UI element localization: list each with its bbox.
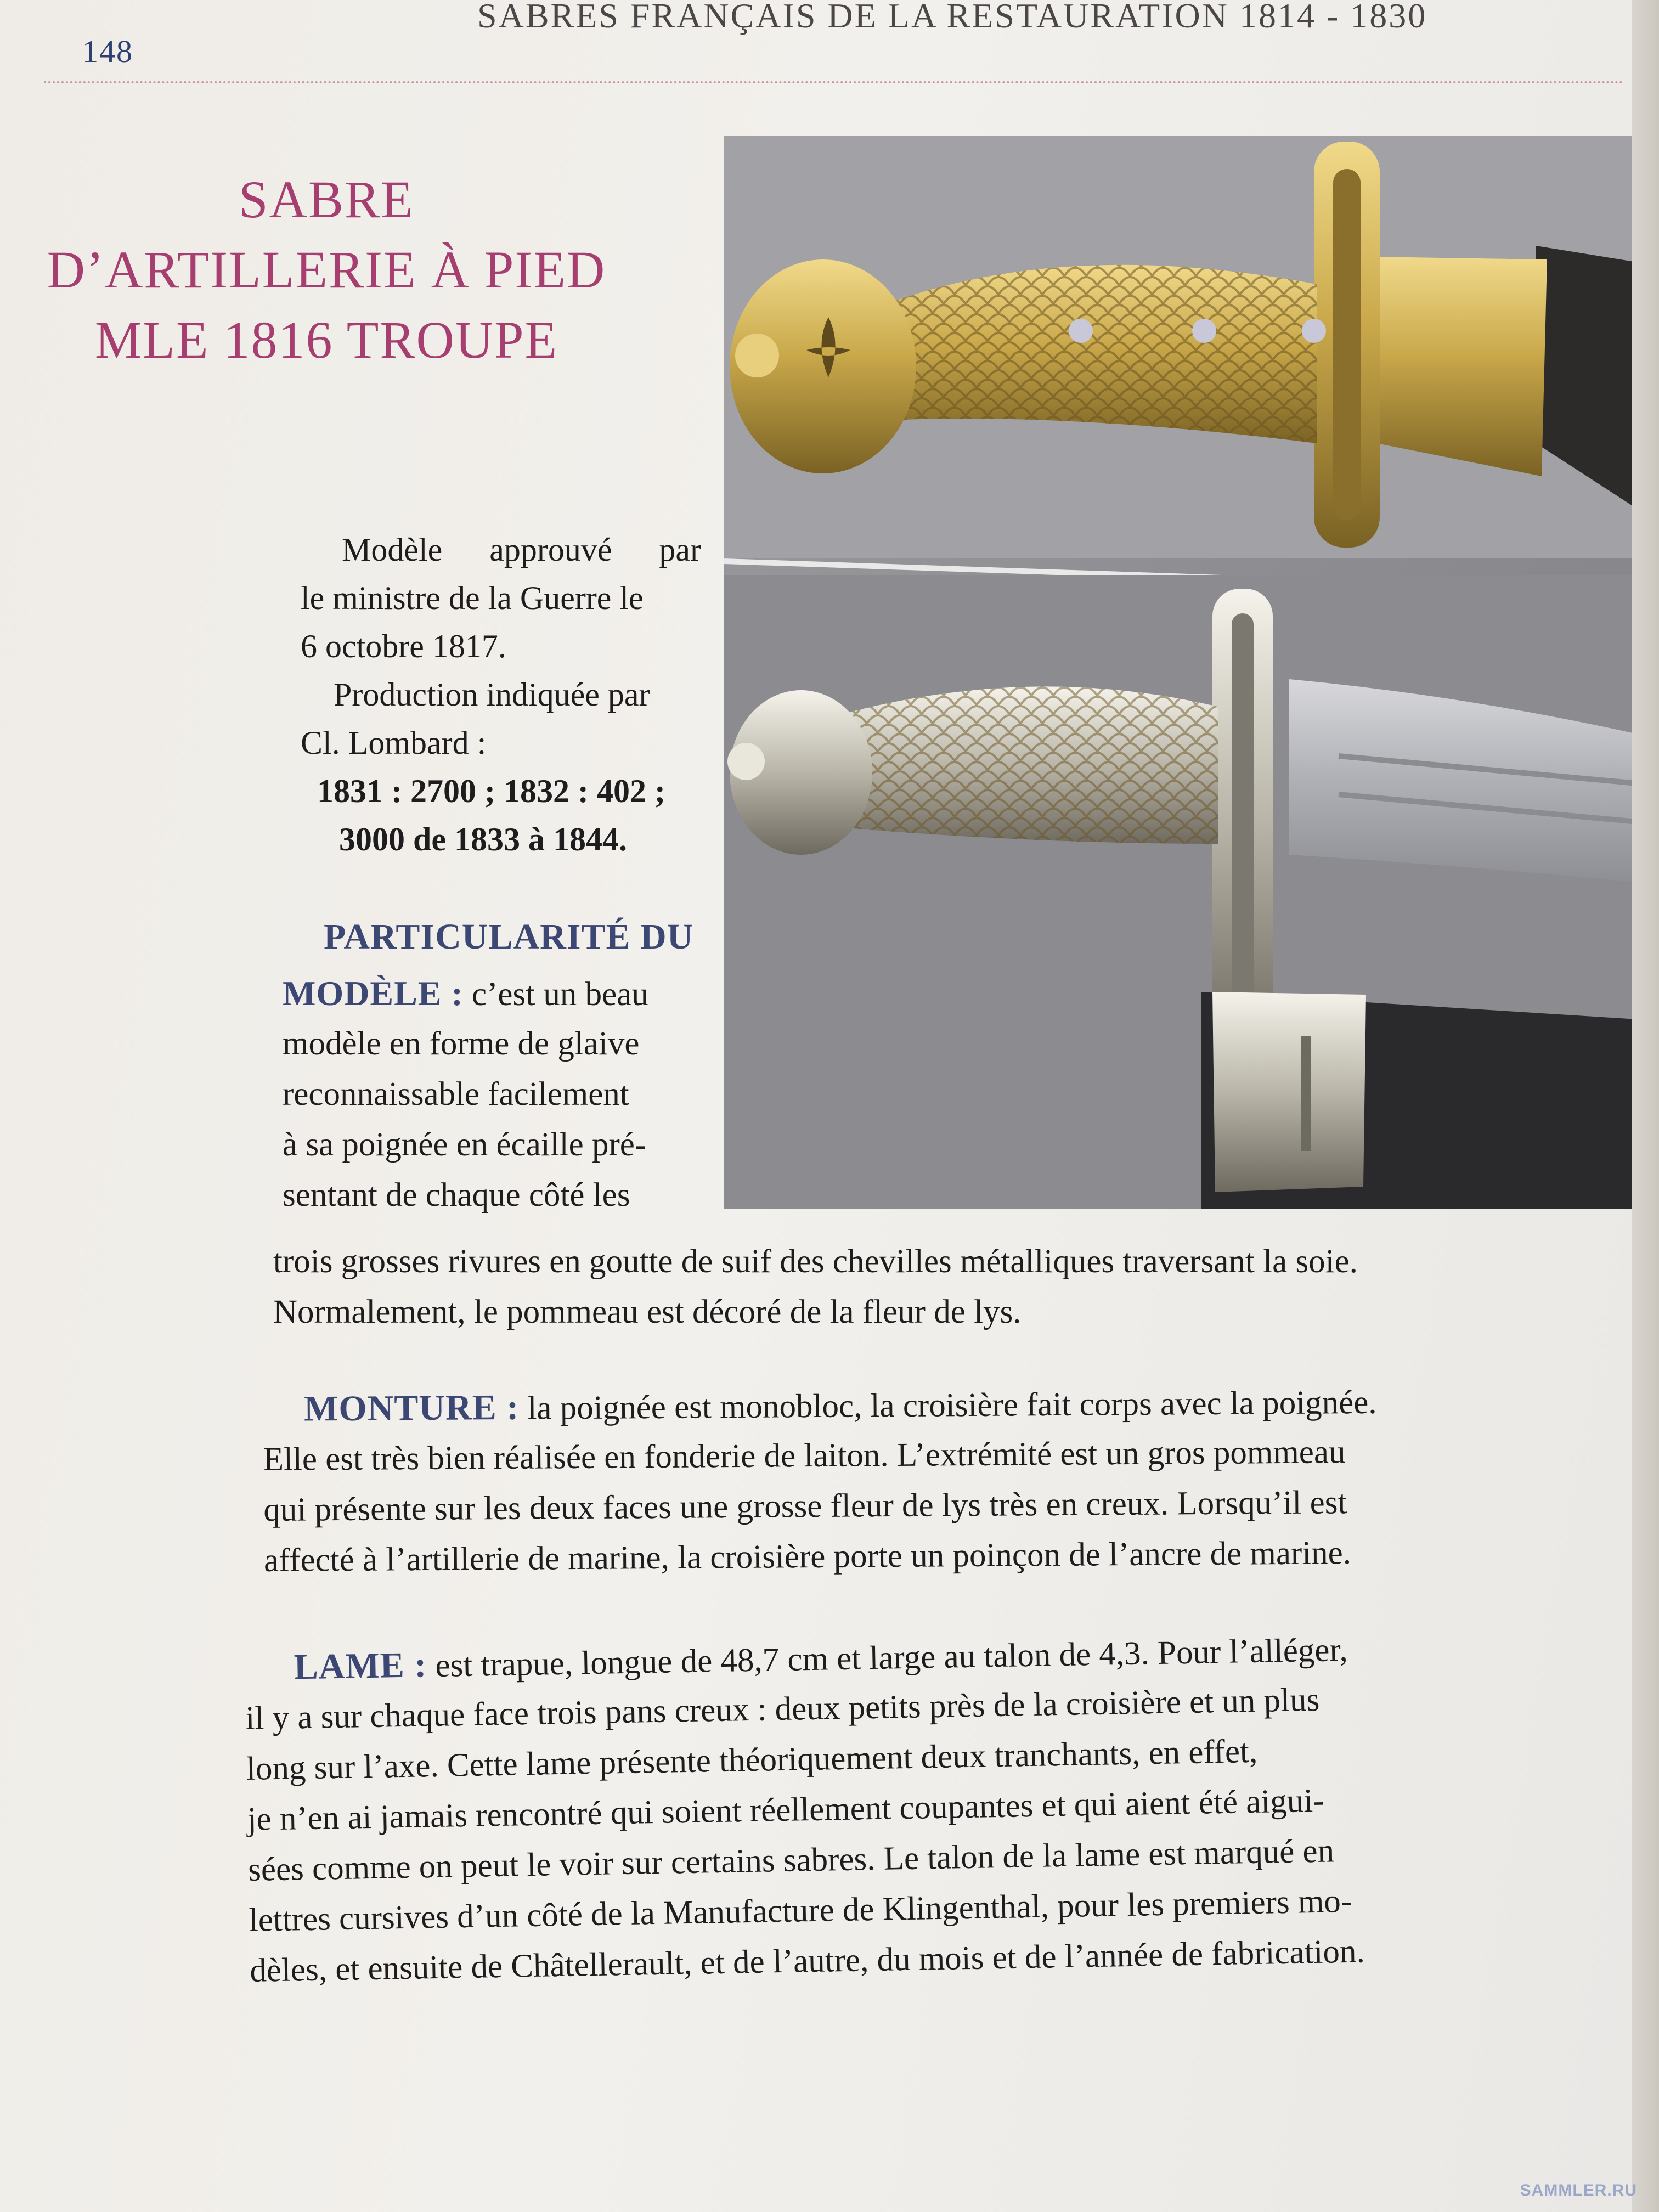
paragraph-line: modèle en forme de glaive bbox=[283, 1025, 640, 1062]
title-line: MLE 1816 TROUPE bbox=[94, 311, 558, 369]
intro-line: Production indiquée par bbox=[334, 676, 650, 713]
paragraph-text: est trapue, longue de 48,7 cm et large au talon de 4,3. Pour l’alléger, bbox=[435, 1631, 1348, 1684]
paragraph-line: à sa poignée en écaille pré- bbox=[283, 1126, 646, 1163]
article-title bbox=[33, 165, 620, 375]
particularite-paragraph bbox=[283, 968, 691, 1221]
intro-word: Modèle bbox=[342, 532, 443, 568]
paragraph-text: c’est un beau bbox=[472, 976, 648, 1013]
monture-paragraph bbox=[263, 1375, 1526, 1586]
sabre-illustration bbox=[724, 136, 1638, 1209]
watermark: SAMMLER.RU bbox=[1520, 2181, 1637, 2199]
production-figures: 1831 : 2700 ; 1832 : 402 ; bbox=[317, 773, 665, 809]
paragraph-line: Elle est très bien réalisée en fonderie de laiton. L’extrémité est un gros pommeau bbox=[263, 1434, 1346, 1479]
paragraph-line: trois grosses rivures en goutte de suif des chevilles métalliques traversant la soie. bbox=[273, 1243, 1358, 1280]
paragraph-line: qui présente sur les deux faces une grosse fleur de lys très en creux. Lorsqu’il est bbox=[263, 1484, 1347, 1529]
intro-paragraph bbox=[301, 526, 701, 864]
header-rule bbox=[44, 81, 1624, 83]
paragraph-line: lettres cursives d’un côté de la Manufacture de Klingenthal, pour les premiers mo- bbox=[249, 1882, 1352, 1939]
lame-paragraph bbox=[244, 1621, 1539, 1996]
paragraph-line: affecté à l’artillerie de marine, la croisière porte un poinçon de l’ancre de marine. bbox=[263, 1534, 1352, 1579]
paragraph-line: sentant de chaque côté les bbox=[283, 1177, 630, 1214]
intro-line: 6 octobre 1817. bbox=[301, 628, 506, 664]
sabre-photograph bbox=[724, 136, 1638, 1209]
paragraph-line: Normalement, le pommeau est décoré de la fleur de lys. bbox=[273, 1294, 1022, 1330]
paragraph-line: long sur l’axe. Cette lame présente théoriquement deux tranchants, en effet, bbox=[246, 1733, 1258, 1787]
paragraph-line: reconnaissable facilement bbox=[283, 1076, 629, 1113]
intro-word: approuvé bbox=[489, 532, 612, 568]
paragraph-line: je n’en ai jamais rencontré qui soient réellement coupantes et qui aient été aigui- bbox=[247, 1782, 1324, 1838]
paragraph-line: il y a sur chaque face trois pans creux : deux petits près de la croisière et un plus bbox=[245, 1681, 1320, 1737]
intro-line bbox=[301, 526, 701, 574]
section-label-modele: MODÈLE : bbox=[283, 974, 464, 1013]
section-label-monture: MONTURE : bbox=[303, 1387, 520, 1429]
running-title: SABRES FRANÇAIS DE LA RESTAURATION 1814 - 1830 bbox=[477, 0, 1427, 35]
paragraph-text: la poignée est monobloc, la croisière fait corps avec la poignée. bbox=[527, 1384, 1377, 1427]
particularite-continuation bbox=[273, 1237, 1530, 1338]
paragraph-line: sées comme on peut le voir sur certains sabres. Le talon de la lame est marqué en bbox=[247, 1832, 1335, 1888]
section-label-particularite: PARTICULARITÉ DU bbox=[324, 917, 694, 957]
title-line: SABRE bbox=[239, 170, 414, 229]
intro-word: par bbox=[659, 532, 701, 568]
page-number: 148 bbox=[82, 33, 133, 69]
production-figures: 3000 de 1833 à 1844. bbox=[339, 821, 627, 857]
intro-line: le ministre de la Guerre le bbox=[301, 580, 644, 616]
page-edge bbox=[1632, 0, 1659, 2212]
paragraph-line: dèles, et ensuite de Châtellerault, et de l’autre, du mois et de l’année de fabrication. bbox=[249, 1933, 1365, 1989]
title-line: D’ARTILLERIE À PIED bbox=[47, 240, 606, 299]
section-label-lame: LAME : bbox=[294, 1645, 427, 1688]
intro-line: Cl. Lombard : bbox=[301, 725, 487, 761]
